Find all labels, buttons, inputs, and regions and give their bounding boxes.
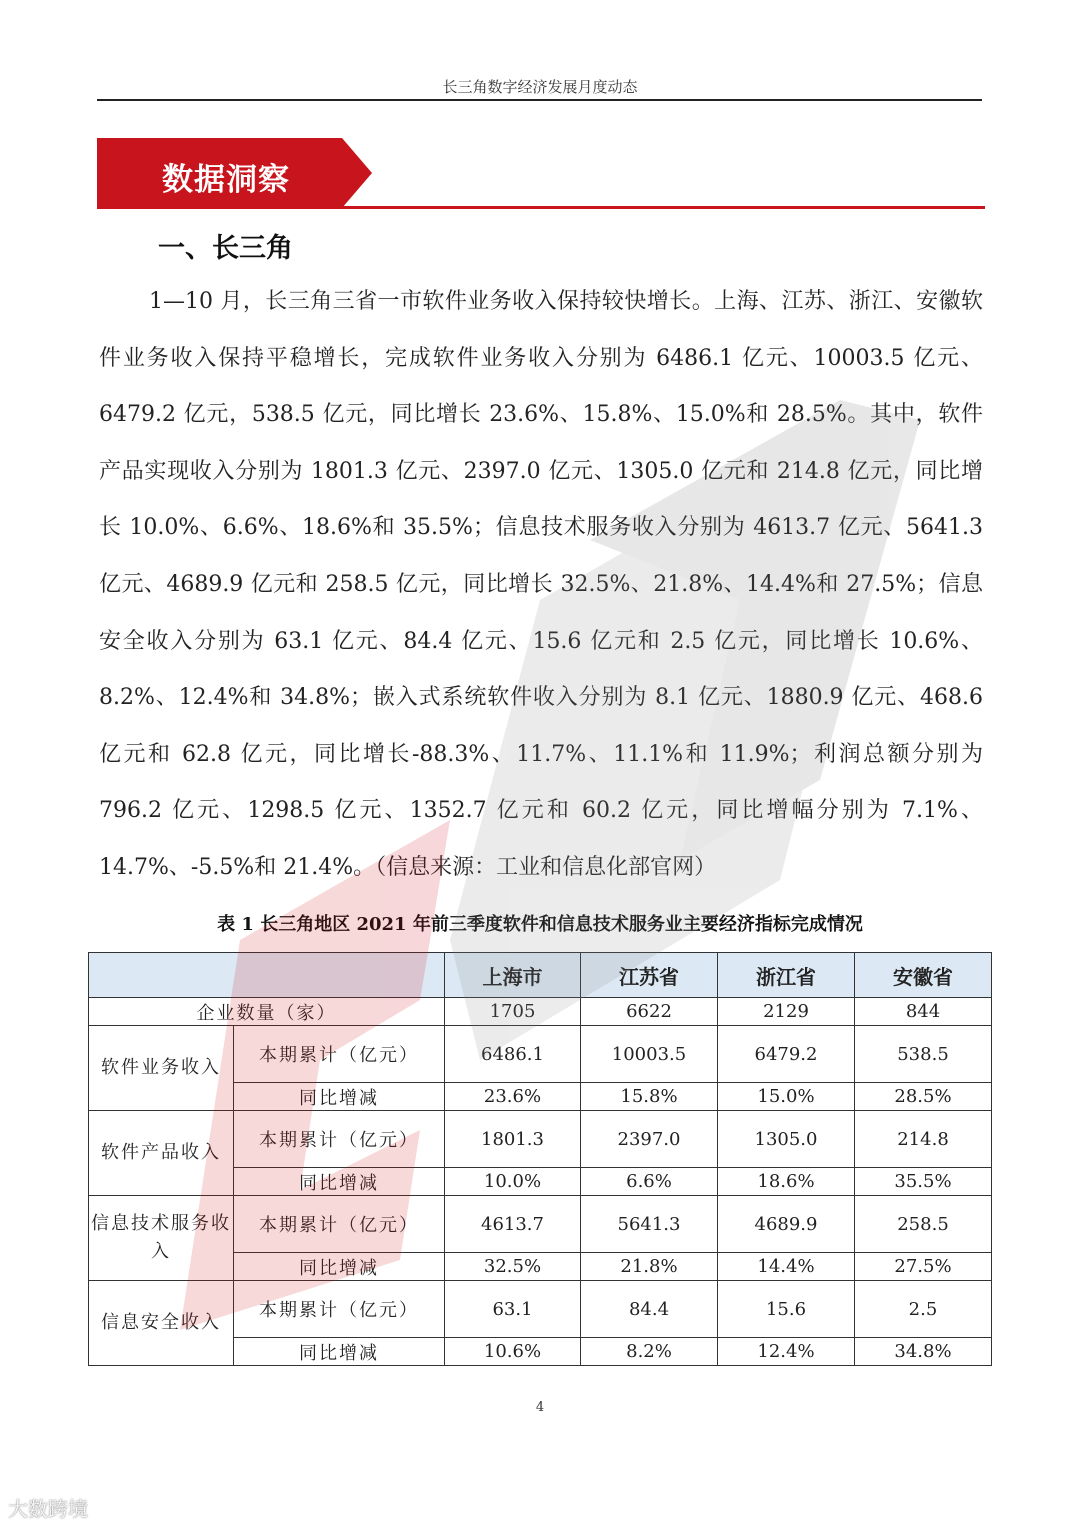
- table-row: [89, 998, 992, 1026]
- table-cell: 6486.1: [445, 1026, 581, 1083]
- row-label: 企业数量（家）: [89, 998, 445, 1026]
- table-cell: 63.1: [445, 1281, 581, 1338]
- row-label: 同比增减: [234, 1168, 445, 1196]
- table-cell: 4613.7: [445, 1196, 581, 1253]
- table-cell: 6622: [581, 998, 718, 1026]
- group-label: 信息技术服务收入: [89, 1196, 234, 1281]
- row-label: 本期累计（亿元）: [234, 1111, 445, 1168]
- table-cell: 2.5: [855, 1281, 992, 1338]
- column-header: 浙江省: [718, 953, 855, 998]
- section-heading: 一、长三角: [158, 233, 293, 264]
- page-number: 4: [535, 1400, 545, 1415]
- table-cell: 28.5%: [855, 1083, 992, 1111]
- running-header: 长三角数字经济发展月度动态: [442, 78, 638, 96]
- body-paragraph: 1—10 月，长三角三省一市软件业务收入保持较快增长。上海、江苏、浙江、安徽软件业务收入保持平稳增长，完成软件业务收入分别为 6486.1 亿元、10003.5 亿元、6479.2 亿元，538.5 亿元，同比增长 23.6%、15.8%、15.0%和 28.5%。其中，软件产品实现收入分别为 1801.3 亿元、2397.0 亿元、1305.0 亿元和 214.8 亿元，同比增长 10.0%、6.6%、18.6%和 35.5%；信息技术服务收入分别为 4613.7 亿元、5641.3 亿元、4689.9 亿元和 258.5 亿元，同比增长 32.5%、21.8%、14.4%和 27.5%；信息安全收入分别为 63.1 亿元、84.4 亿元、15.6 亿元和 2.5 亿元，同比增长 10.6%、8.2%、12.4%和 34.8%；嵌入式系统软件收入分别为 8.1 亿元、1880.9 亿元、468.6 亿元和 62.8 亿元，同比增长-88.3%、11.7%、11.1%和 11.9%；利润总额分别为 796.2 亿元、1298.5 亿元、1352.7 亿元和 60.2 亿元，同比增幅分别为 7.1%、14.7%、-5.5%和 21.4%。（信息来源：工业和信息化部官网）: [99, 289, 983, 880]
- table-row: [89, 1196, 992, 1253]
- row-label: 同比增减: [234, 1253, 445, 1281]
- table-cell: 1801.3: [445, 1111, 581, 1168]
- header-blank-cell: [89, 953, 445, 998]
- table-cell: 6479.2: [718, 1026, 855, 1083]
- table-cell: 2129: [718, 998, 855, 1026]
- table-cell: 10003.5: [581, 1026, 718, 1083]
- economic-indicators-table: [88, 952, 992, 1366]
- table-cell: 27.5%: [855, 1253, 992, 1281]
- table-cell: 8.2%: [581, 1338, 718, 1366]
- row-label: 同比增减: [234, 1338, 445, 1366]
- group-label: 信息安全收入: [89, 1281, 234, 1366]
- table-cell: 10.0%: [445, 1168, 581, 1196]
- body-text: [99, 274, 983, 897]
- table-cell: 34.8%: [855, 1338, 992, 1366]
- source-watermark: 大数跨境: [8, 1497, 88, 1521]
- table-cell: 35.5%: [855, 1168, 992, 1196]
- table-cell: 5641.3: [581, 1196, 718, 1253]
- row-label: 同比增减: [234, 1083, 445, 1111]
- table-cell: 23.6%: [445, 1083, 581, 1111]
- table-cell: 538.5: [855, 1026, 992, 1083]
- table-cell: 258.5: [855, 1196, 992, 1253]
- row-label: 本期累计（亿元）: [234, 1026, 445, 1083]
- table-cell: 32.5%: [445, 1253, 581, 1281]
- table-cell: 21.8%: [581, 1253, 718, 1281]
- table-cell: 18.6%: [718, 1168, 855, 1196]
- table-cell: 4689.9: [718, 1196, 855, 1253]
- table-cell: 15.6: [718, 1281, 855, 1338]
- row-label: 本期累计（亿元）: [234, 1281, 445, 1338]
- row-label: 本期累计（亿元）: [234, 1196, 445, 1253]
- table-cell: 1705: [445, 998, 581, 1026]
- table-cell: 15.8%: [581, 1083, 718, 1111]
- banner-divider: [97, 206, 985, 209]
- column-header: 江苏省: [581, 953, 718, 998]
- table-cell: 15.0%: [718, 1083, 855, 1111]
- table-cell: 214.8: [855, 1111, 992, 1168]
- column-header: 安徽省: [855, 953, 992, 998]
- header-divider: [97, 99, 982, 101]
- table-row: [89, 1281, 992, 1338]
- group-label: 软件业务收入: [89, 1026, 234, 1111]
- banner-title: 数据洞察: [162, 162, 290, 198]
- table-cell: 2397.0: [581, 1111, 718, 1168]
- table-cell: 844: [855, 998, 992, 1026]
- table-row: [89, 1026, 992, 1083]
- table-cell: 6.6%: [581, 1168, 718, 1196]
- table-caption: 表 1 长三角地区 2021 年前三季度软件和信息技术服务业主要经济指标完成情况: [217, 914, 863, 935]
- table-row: [89, 1111, 992, 1168]
- column-header: 上海市: [445, 953, 581, 998]
- group-label: 软件产品收入: [89, 1111, 234, 1196]
- table-cell: 1305.0: [718, 1111, 855, 1168]
- table-cell: 12.4%: [718, 1338, 855, 1366]
- table-cell: 84.4: [581, 1281, 718, 1338]
- table-header-row: [89, 953, 992, 998]
- table-cell: 14.4%: [718, 1253, 855, 1281]
- table-cell: 10.6%: [445, 1338, 581, 1366]
